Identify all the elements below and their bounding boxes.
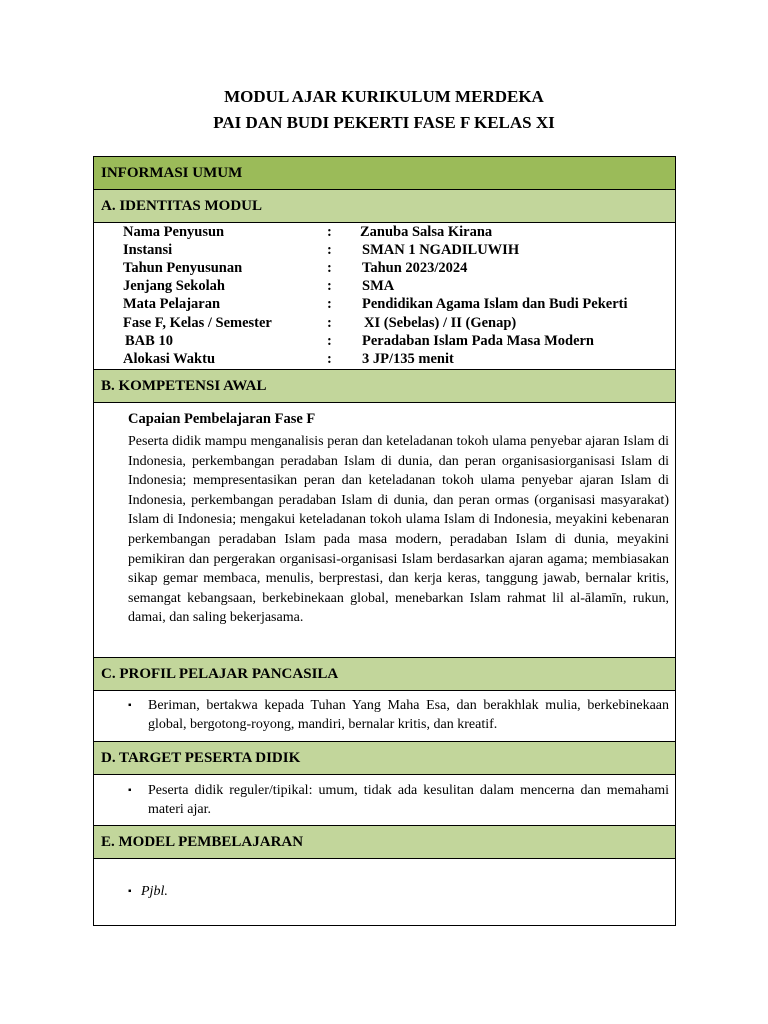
identitas-label: Mata Pelajaran xyxy=(123,296,221,312)
section-header-kompetensi xyxy=(94,370,676,403)
section-header-identitas xyxy=(94,190,676,223)
section-title-identitas: A. IDENTITAS MODUL xyxy=(101,197,262,214)
identitas-colon: : xyxy=(327,278,332,294)
target-text: Peserta didik reguler/tipikal: umum, tidak ada kesulitan dalam mencerna dan memahami materi ajar. xyxy=(148,783,669,817)
identitas-colon: : xyxy=(327,296,332,312)
identitas-label: BAB 10 xyxy=(125,333,173,349)
model-content xyxy=(94,859,676,926)
identitas-colon: : xyxy=(327,242,332,258)
capaian-paragraph: Peserta didik mampu menganalisis peran dan keteladanan tokoh ulama penyebar ajaran Islam di Indonesia, perkembangan peradaban Islam di dunia, dan peran organisasiorganisasi Islam di Indonesia; mempresentasikan peran dan keteladanan tokoh ulama penyebar ajaran Islam di Indonesia, perkembangan peradaban Islam di dunia, dan peran ormas (organisasi masyarakat) Islam di Indonesia; mengakui keteladanan tokoh ulama Islam di Indonesia, meyakini kebenaran perkembangan peradaban Islam pada masa modern, peradaban Islam di dunia, meyakini pemikiran dan pergerakan organisasi-organisasi Islam berdasarkan ajaran agama; membiasakan sikap gemar membaca, menulis, berprestasi, dan kerja keras, tanggung jawab, bernalar kritis, semangat kebangsaan, berkebinekaan global, menebarkan Islam rahmat lil al-ālamīn, rukun, damai, dan saling bekerjasama. xyxy=(128,434,669,626)
identitas-label: Tahun Penyusunan xyxy=(123,260,243,276)
identitas-content xyxy=(94,223,676,370)
identitas-value: Tahun 2023/2024 xyxy=(362,260,468,276)
identitas-value: SMAN 1 NGADILUWIH xyxy=(362,242,520,258)
identitas-label: Fase F, Kelas / Semester xyxy=(123,315,272,331)
identitas-label: Nama Penyusun xyxy=(123,224,225,240)
bullet-icon: ▪ xyxy=(128,886,132,897)
section-title-informasi-umum: INFORMASI UMUM xyxy=(101,164,243,181)
section-header-informasi-umum xyxy=(94,157,676,190)
bullet-icon: ▪ xyxy=(128,785,132,796)
identitas-value: XI (Sebelas) / II (Genap) xyxy=(364,315,517,331)
profil-content xyxy=(94,691,676,742)
section-header-target xyxy=(94,742,676,775)
identitas-colon: : xyxy=(327,224,332,240)
bullet-icon: ▪ xyxy=(128,700,132,711)
identitas-label: Alokasi Waktu xyxy=(123,351,216,367)
target-content xyxy=(94,775,676,826)
kompetensi-content xyxy=(94,403,676,658)
section-title-model: E. MODEL PEMBELAJARAN xyxy=(101,833,304,850)
section-title-profil: C. PROFIL PELAJAR PANCASILA xyxy=(101,665,339,682)
profil-text: Beriman, bertakwa kepada Tuhan Yang Maha Esa, dan berakhlak mulia, berkebinekaan global, bergotong-royong, mandiri, bernalar kritis, dan kreatif. xyxy=(148,698,669,732)
identitas-colon: : xyxy=(327,333,332,349)
identitas-label: Instansi xyxy=(123,242,173,258)
identitas-colon: : xyxy=(327,315,332,331)
section-title-target: D. TARGET PESERTA DIDIK xyxy=(101,749,301,766)
section-header-model xyxy=(94,826,676,859)
module-table xyxy=(93,156,676,926)
document-subtitle: PAI DAN BUDI PEKERTI FASE F KELAS XI xyxy=(213,113,555,132)
capaian-heading: Capaian Pembelajaran Fase F xyxy=(128,411,316,427)
list-item xyxy=(128,782,669,819)
model-text: Pjbl. xyxy=(141,884,168,899)
identitas-colon: : xyxy=(327,260,332,276)
identitas-value: SMA xyxy=(362,278,395,294)
identitas-value: Zanuba Salsa Kirana xyxy=(360,224,493,240)
list-item xyxy=(128,697,669,734)
identitas-value: Pendidikan Agama Islam dan Budi Pekerti xyxy=(362,296,628,312)
identitas-value: Peradaban Islam Pada Masa Modern xyxy=(362,333,594,349)
identitas-value: 3 JP/135 menit xyxy=(362,351,454,367)
identitas-label: Jenjang Sekolah xyxy=(123,278,225,294)
section-title-kompetensi: B. KOMPETENSI AWAL xyxy=(101,377,267,394)
document-title: MODUL AJAR KURIKULUM MERDEKA xyxy=(224,87,544,106)
section-header-profil xyxy=(94,658,676,691)
list-item xyxy=(128,883,669,902)
identitas-colon: : xyxy=(327,351,332,367)
